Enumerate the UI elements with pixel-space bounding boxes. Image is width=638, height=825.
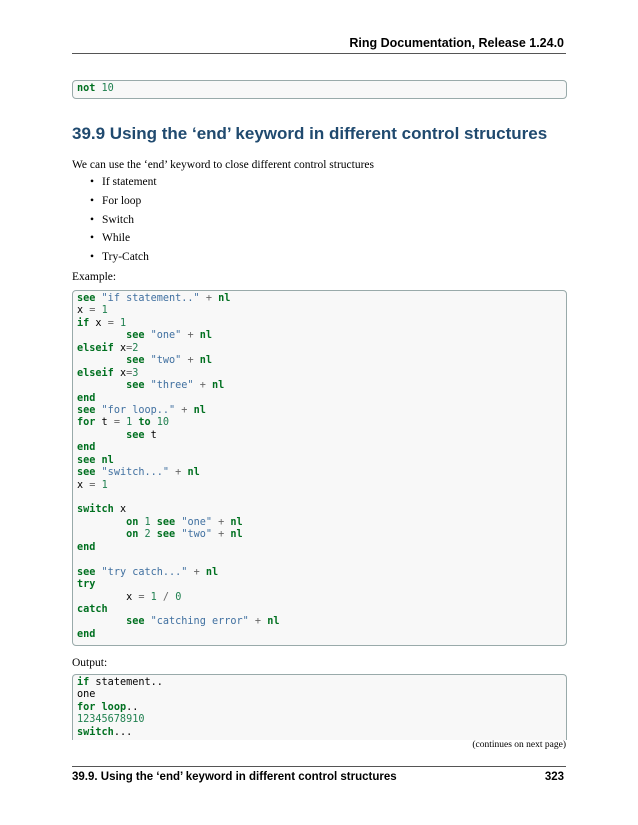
code-token: nl xyxy=(187,467,200,479)
code-token: see xyxy=(77,404,96,416)
code-line xyxy=(77,442,562,454)
code-line xyxy=(77,393,562,405)
code-token xyxy=(77,355,126,366)
code-token: + xyxy=(175,467,182,479)
code-token: = xyxy=(126,342,133,354)
bullet-item xyxy=(90,195,157,214)
code-token: statement.. xyxy=(89,677,163,688)
code-token: end xyxy=(77,541,96,553)
code-line xyxy=(77,677,562,689)
code-line xyxy=(77,579,562,591)
bullet-item xyxy=(90,251,157,270)
code-token: x xyxy=(113,367,127,379)
bullet-dot: • xyxy=(90,213,95,226)
bullet-item xyxy=(90,214,157,233)
output-label: Output: xyxy=(72,657,108,669)
code-token: see xyxy=(126,355,145,367)
code-token: 1 xyxy=(101,305,108,317)
code-token: + xyxy=(193,566,200,578)
code-token: see xyxy=(77,566,96,578)
code-token: + xyxy=(218,516,225,528)
bullet-item xyxy=(90,176,157,195)
code-token: 10 xyxy=(156,417,170,429)
bullet-dot: • xyxy=(90,251,95,264)
code-token: t xyxy=(144,429,157,441)
code-token: "two" xyxy=(150,355,182,367)
code-line xyxy=(77,355,562,367)
code-token: 3 xyxy=(132,367,139,379)
code-line xyxy=(77,714,562,726)
code-token: x xyxy=(113,342,127,354)
code-token: for xyxy=(77,701,96,713)
code-token: + xyxy=(187,355,194,367)
code-line xyxy=(77,467,562,479)
code-token: not xyxy=(77,83,96,94)
code-token: "one" xyxy=(181,516,212,528)
code-line xyxy=(77,689,562,701)
code-line xyxy=(77,554,562,566)
code-token: / xyxy=(162,591,170,603)
code-token: x xyxy=(77,479,90,491)
code-token: see xyxy=(77,467,96,479)
code-token: nl xyxy=(230,516,243,528)
code-token: "if statement.." xyxy=(101,293,200,304)
code-token: = xyxy=(126,367,133,379)
code-block-not xyxy=(72,80,567,99)
code-token: = xyxy=(89,305,96,317)
code-token: t xyxy=(95,417,114,429)
code-line xyxy=(77,293,562,305)
code-token: see xyxy=(156,529,176,541)
code-token: 1 xyxy=(126,417,133,429)
code-line xyxy=(77,492,562,504)
code-token: + xyxy=(205,293,212,304)
code-token: 1 xyxy=(144,516,151,528)
code-token: x xyxy=(89,317,108,329)
code-token: try xyxy=(77,579,96,591)
bullet-text: Switch xyxy=(102,213,134,226)
code-token: 1 xyxy=(101,479,108,491)
code-token: if xyxy=(77,677,90,688)
code-token xyxy=(77,529,126,540)
code-line xyxy=(77,616,562,628)
code-token: nl xyxy=(267,616,280,628)
code-token: x xyxy=(77,305,90,317)
code-token: see xyxy=(126,380,145,392)
code-token: ... xyxy=(113,726,133,738)
code-block-output xyxy=(72,674,567,740)
code-line xyxy=(77,343,562,355)
code-line xyxy=(77,330,562,342)
code-token: switch xyxy=(77,504,114,516)
code-token: + xyxy=(218,529,225,541)
code-token: nl xyxy=(230,529,243,541)
code-line xyxy=(77,83,562,95)
bullet-dot: • xyxy=(90,194,95,207)
section-title: 39.9 Using the ‘end’ keyword in different control structures xyxy=(72,124,548,143)
bullet-item xyxy=(90,232,157,251)
bullet-list xyxy=(90,176,157,270)
code-line xyxy=(77,727,562,739)
code-line xyxy=(77,604,562,616)
code-token xyxy=(77,380,126,391)
header-rule xyxy=(72,53,566,54)
code-token: + xyxy=(254,616,262,628)
code-token: = xyxy=(113,417,120,429)
code-token: "two" xyxy=(181,529,212,541)
code-token: + xyxy=(187,330,194,342)
bullet-dot: • xyxy=(90,176,95,188)
code-token: elseif xyxy=(77,342,114,354)
code-token xyxy=(77,430,126,441)
code-token: nl xyxy=(193,404,206,416)
bullet-text: For loop xyxy=(102,194,142,207)
bullet-dot: • xyxy=(90,232,95,245)
code-token: end xyxy=(77,442,96,454)
bullet-text: While xyxy=(102,232,131,245)
code-token: "for loop.." xyxy=(101,404,176,416)
code-line xyxy=(77,318,562,330)
code-token xyxy=(77,616,126,627)
bullet-text: If statement xyxy=(102,176,157,188)
code-token: 2 xyxy=(144,529,151,541)
code-token: nl xyxy=(199,355,212,367)
code-token: = xyxy=(107,317,114,329)
continues-note: (continues on next page) xyxy=(472,740,566,750)
code-token: 10 xyxy=(101,83,114,94)
page-header-title: Ring Documentation, Release 1.24.0 xyxy=(349,36,564,50)
code-token: catch xyxy=(77,603,108,615)
code-token: loop xyxy=(101,701,127,713)
code-token: nl xyxy=(199,330,212,342)
code-token: = xyxy=(89,479,96,491)
code-token: 12345678910 xyxy=(77,714,145,726)
code-token: "try catch..." xyxy=(101,566,188,578)
footer-rule xyxy=(72,766,566,767)
code-token: see xyxy=(126,616,145,628)
code-line xyxy=(77,405,562,417)
code-token: "one" xyxy=(150,330,182,342)
code-token: x xyxy=(113,504,127,516)
code-token: 1 xyxy=(119,317,127,329)
code-token: + xyxy=(199,380,206,392)
code-token: x xyxy=(77,591,139,603)
code-token: nl xyxy=(101,454,114,466)
code-token: end xyxy=(77,392,96,404)
page-number: 323 xyxy=(544,771,564,783)
code-token: + xyxy=(181,404,188,416)
code-line xyxy=(77,305,562,317)
code-line xyxy=(77,629,562,641)
code-block-example xyxy=(72,290,567,646)
code-token: see xyxy=(156,516,176,528)
code-token: if xyxy=(77,317,90,329)
code-token: 0 xyxy=(175,591,182,603)
code-line xyxy=(77,702,562,714)
code-token: elseif xyxy=(77,367,114,379)
code-token: = xyxy=(138,591,145,603)
code-token: on xyxy=(126,529,139,541)
code-token: nl xyxy=(218,293,231,304)
code-line xyxy=(77,430,562,442)
code-line xyxy=(77,542,562,554)
code-token: "three" xyxy=(150,380,194,392)
code-token: see xyxy=(126,429,145,441)
code-token: "catching error" xyxy=(150,616,249,628)
bullet-text: Try-Catch xyxy=(102,251,149,264)
code-token: 2 xyxy=(132,342,139,354)
code-token: to xyxy=(138,417,151,429)
code-line xyxy=(77,480,562,492)
code-token: .. xyxy=(126,701,139,713)
footer-title: 39.9. Using the ‘end’ keyword in different control structures xyxy=(72,771,397,783)
code-token: see xyxy=(77,293,96,304)
code-token xyxy=(77,330,126,341)
code-line xyxy=(77,517,562,529)
code-token: "switch..." xyxy=(101,467,170,479)
code-token xyxy=(77,517,126,528)
code-token: on xyxy=(126,516,139,528)
code-line xyxy=(77,592,562,604)
code-token: see xyxy=(77,454,96,466)
code-token: 1 xyxy=(150,591,157,603)
example-label: Example: xyxy=(72,271,117,283)
code-line xyxy=(77,504,562,516)
code-line xyxy=(77,417,562,429)
code-token: see xyxy=(126,330,145,342)
code-line xyxy=(77,380,562,392)
code-token: switch xyxy=(77,726,114,738)
code-token: nl xyxy=(205,566,219,578)
code-line xyxy=(77,455,562,467)
code-line xyxy=(77,368,562,380)
intro-paragraph: We can use the ‘end’ keyword to close different control structures xyxy=(72,159,375,171)
code-line xyxy=(77,567,562,579)
code-token: nl xyxy=(211,380,225,392)
code-line xyxy=(77,529,562,541)
code-token: one xyxy=(77,689,96,701)
code-token: for xyxy=(77,417,96,429)
code-token: end xyxy=(77,628,96,640)
